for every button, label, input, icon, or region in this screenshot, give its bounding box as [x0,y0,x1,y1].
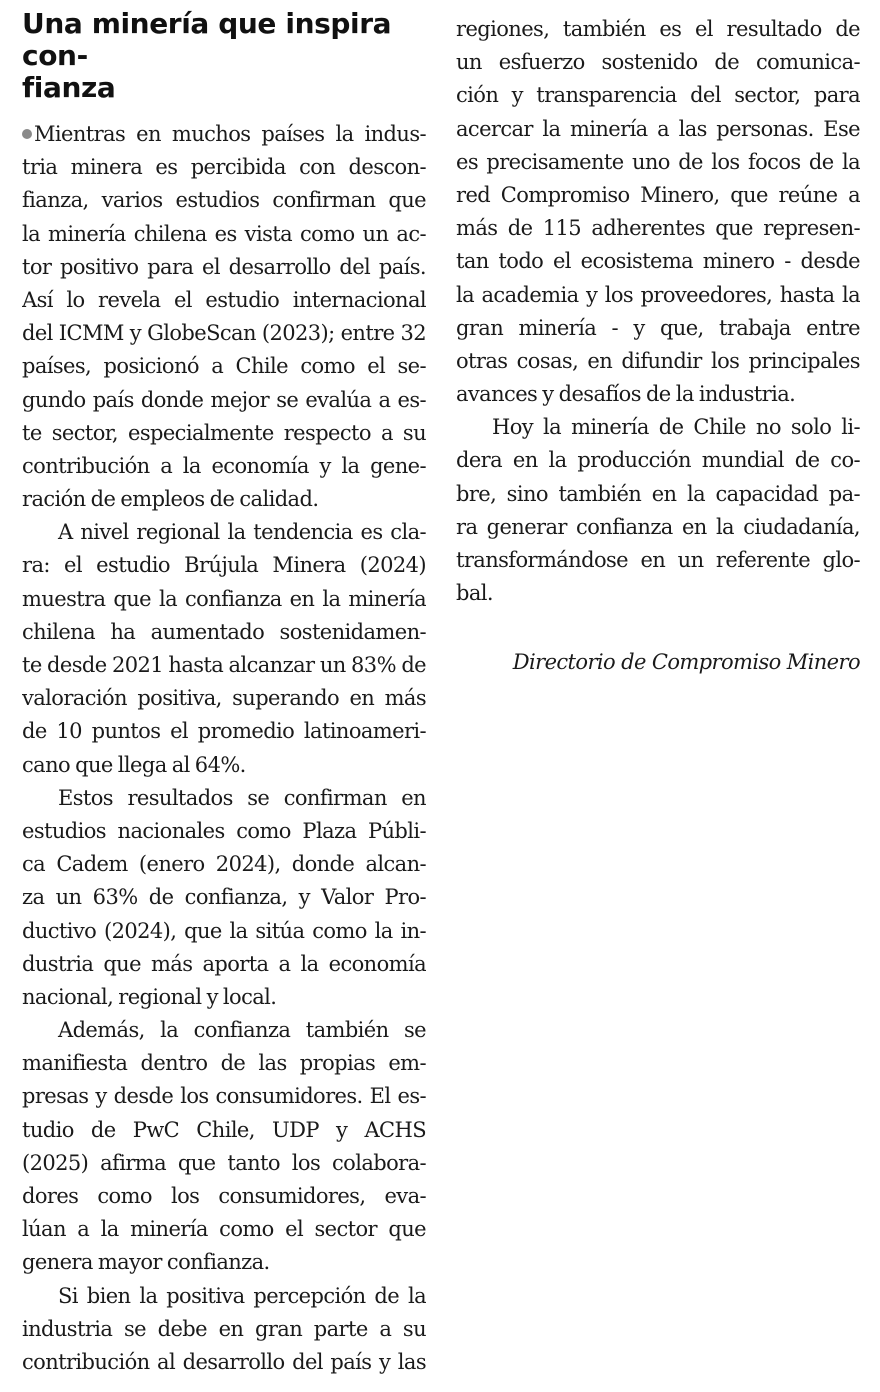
text-line [22,881,426,914]
text-line-content: estudios nacionales como Plaza Públi- [22,818,426,843]
text-line [456,146,860,179]
text-line-content: tria minera es percibida con descon- [22,155,426,180]
text-line-content: dustria que más aporta a la economía [22,951,426,976]
text-line-content: Estos resultados se confirman en [58,785,426,810]
text-line [456,478,860,511]
text-line [22,218,426,251]
text-line-content: tor positivo para el desarrollo del país. [22,254,426,279]
text-line-content: la minería chilena es vista como un ac- [22,221,426,246]
text-line-content: de 10 puntos el promedio latinoameri- [22,719,426,744]
text-line-content: tudio de PwC Chile, UDP y ACHS [22,1117,426,1142]
text-line [22,915,426,948]
bullet-icon [22,129,32,139]
text-line-content: Si bien la positiva percepción de la [58,1283,426,1308]
text-line-content: transformándose en un referente glo- [456,548,860,572]
text-line [456,511,860,544]
text-line-content: un esfuerzo sostenido de comunica- [456,50,860,75]
text-line-content: es precisamente uno de los focos de la [456,149,860,174]
text-line [22,948,426,981]
text-line-content: ración de empleos de calidad. [22,487,319,512]
text-line-content: ductivo (2024), que la sitúa como la in- [22,918,426,943]
text-line [22,417,426,450]
text-line [22,715,426,748]
headline-line: Una minería que inspira con- [22,7,392,72]
text-line [456,444,860,477]
text-line [456,345,860,378]
article-signature: Directorio de Compromiso Minero [512,650,860,674]
text-line [22,384,426,417]
text-line-content: gran minería - y que, trabaja entre [456,315,860,340]
text-line-content: Mientras en muchos países la indus- [34,122,426,146]
text-line-content: fianza, varios estudios confirman que [22,188,426,213]
text-line [22,848,426,881]
text-line [22,583,426,616]
text-line-content: dera en la producción mundial de co- [456,448,860,473]
text-line [456,46,860,79]
text-line-content: del ICMM y GlobeScan (2023); entre 32 [22,321,426,346]
text-line-content: te sector, especialmente respecto a su [22,420,426,445]
text-line [22,1180,426,1213]
text-line [22,450,426,483]
text-line [456,312,860,345]
text-line-content: ción y transparencia del sector, para [456,83,860,108]
headline-line: fianza [22,71,116,104]
article-column-right [456,13,860,610]
text-line-content: ra generar confianza en la ciudadanía, [456,514,860,539]
text-line [22,118,426,151]
text-line [22,317,426,350]
text-line-content: Además, la confianza también se [58,1018,426,1043]
text-line-content: presas y desde los consumidores. El es- [22,1084,426,1109]
text-line-content: za un 63% de confianza, y Valor Pro- [22,885,426,910]
text-line [22,1313,426,1346]
text-line [22,516,426,549]
text-line-content: más de 115 adherentes que represen- [456,216,860,241]
article-headline [22,8,432,104]
text-line-content: dores como los consumidores, eva- [22,1184,426,1208]
text-line-content: Hoy la minería de Chile no solo li- [492,415,860,440]
text-line [456,279,860,312]
article-column-left [22,118,426,1379]
text-line [22,184,426,217]
text-line [22,151,426,184]
text-line-content: chilena ha aumentado sostenidamen- [22,619,426,644]
text-line [456,245,860,278]
text-line [22,981,426,1014]
text-line [22,1346,426,1379]
text-line-content: gundo país donde mejor se evalúa a es- [22,387,426,412]
text-line-content: otras cosas, en difundir los principales [456,348,860,373]
text-line-content: acercar la minería a las personas. Ese [456,116,860,141]
text-line-content: la academia y los proveedores, hasta la [456,282,860,307]
text-line-content: red Compromiso Minero, que reúne a [456,182,860,207]
text-line [22,1014,426,1047]
text-line [456,378,860,411]
text-line-content: avances y desafíos de la industria. [456,382,796,407]
text-line-content: genera mayor confianza. [22,1250,270,1275]
text-line-content: bre, sino también en la capacidad pa- [456,481,860,506]
text-line-content: lúan a la minería como el sector que [22,1217,426,1242]
text-line [456,113,860,146]
text-line [22,749,426,782]
text-line-content: (2025) afirma que tanto los colabora- [22,1150,426,1175]
text-line [22,682,426,715]
text-line-content: países, posicionó a Chile como el se- [22,354,426,379]
text-line-content: te desde 2021 hasta alcanzar un 83% de [22,653,426,677]
text-line-content: nacional, regional y local. [22,984,277,1009]
text-line [22,251,426,284]
text-line-content: regiones, también es el resultado de [456,17,860,41]
text-line [22,1047,426,1080]
text-line-content: manifiesta dentro de las propias em- [22,1051,426,1076]
text-line [22,1114,426,1147]
text-line [22,815,426,848]
text-line-content: muestra que la confianza en la minería [22,586,426,611]
text-line-content: bal. [456,581,493,606]
text-line-content: tan todo el ecosistema minero - desde [456,249,860,274]
text-line [22,1280,426,1313]
text-line-content: ca Cadem (enero 2024), donde alcan- [22,852,426,877]
text-line-content: contribución a la economía y la gene- [22,453,426,478]
text-line [456,13,860,46]
text-line-content: Así lo revela el estudio internacional [22,287,426,312]
text-line [22,350,426,383]
text-line [456,212,860,245]
text-line [22,649,426,682]
text-line [22,1246,426,1279]
text-line [456,411,860,444]
text-line [22,284,426,317]
text-line [22,1213,426,1246]
text-line-content: cano que llega al 64%. [22,752,246,777]
text-line [22,483,426,516]
text-line [22,1080,426,1113]
text-line-content: contribución al desarrollo del país y las [22,1349,426,1374]
text-line [22,549,426,582]
text-line-content: valoración positiva, superando en más [22,686,426,711]
text-line-content: A nivel regional la tendencia es cla- [58,520,426,545]
text-line [456,79,860,112]
text-line [456,577,860,610]
text-line [22,782,426,815]
text-line-content: industria se debe en gran parte a su [22,1316,426,1341]
text-line [456,179,860,212]
text-line [22,1147,426,1180]
text-line [22,616,426,649]
text-line [456,544,860,577]
text-line-content: ra: el estudio Brújula Minera (2024) [22,553,426,578]
